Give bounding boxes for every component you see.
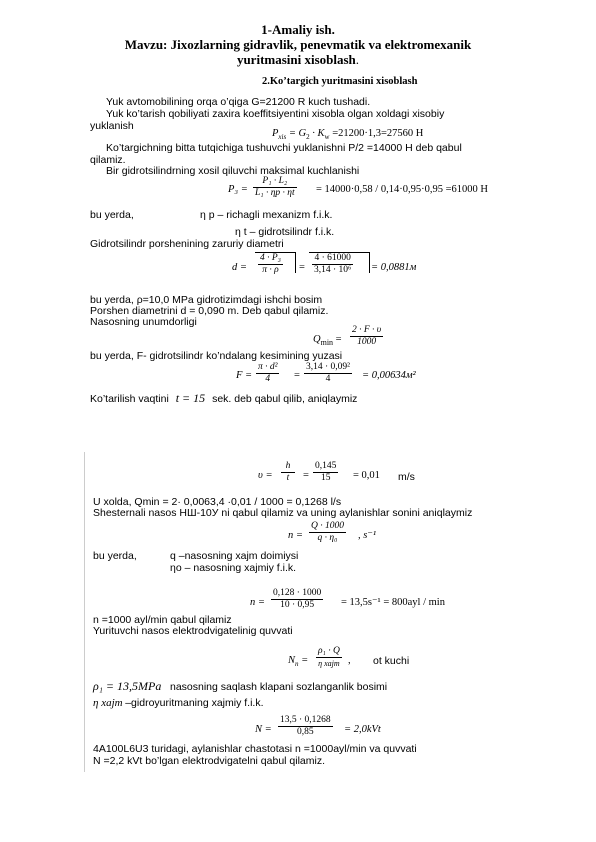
text-line: bu yerda, ρ=10,0 MPa gidrotizimdagi ishchi bosim xyxy=(90,294,323,306)
text-line: Yuk ko’tarish qobiliyati zaxira koeffitsiyentini xisobla olgan xoldagi xisobiy xyxy=(106,108,445,120)
text-line: Yuk avtomobilining orqa o’qiga G=21200 R kuch tushadi. xyxy=(106,96,371,108)
text-line: bu yerda, xyxy=(90,209,134,221)
formula-p-xis: $P_{xis} = G_2 \cdot K_w =21200\cdot 1,3=27560$ H xyxy=(272,128,424,142)
text-line: qilamiz. xyxy=(90,154,126,166)
text-line: Ko’targichning bitta tutqichiga tushuvchi yuklanishni P/2 =14000 H deb qabul xyxy=(106,142,462,154)
text-line: Shesternali nasos НШ-10У ni qabul qilamiz va uning aylanishlar sonini aniqlaymiz xyxy=(93,507,473,519)
text-line: Nasosning unumdorligi xyxy=(90,316,197,328)
text-line: Bir gidrotsilindrning xosil qiluvchi maksimal kuchlanishi xyxy=(106,165,360,177)
text-line: ρ₁ = 13,5MPa nasosning saqlash klapani sozlanganlik bosimi xyxy=(93,679,388,693)
text-line: yuklanish xyxy=(90,120,134,132)
scan-edge-line xyxy=(84,452,85,772)
text-line: Yurituvchi nasos elektrodvigatelinig quvvati xyxy=(93,625,293,637)
text-line: N =2,2 kVt bo’lgan elektrodvigatelni qabul qilamiz. xyxy=(93,755,326,767)
text-line: ηo – nasosning xajmiy f.i.k. xyxy=(170,562,297,574)
text-line: bu yerda, F- gidrotsilindr ko’ndalang kesimining yuzasi xyxy=(90,350,343,362)
page-title-line3: yuritmasini xisoblash. xyxy=(236,52,360,67)
text-line: 4A100L6U3 turidagi, aylanishlar chastotasi n =1000ayl/min va quvvati xyxy=(93,743,417,755)
text-line: bu yerda, xyxy=(93,550,137,562)
text-line: Porshen diametrini d = 0,090 m. Deb qabul qilamiz. xyxy=(90,305,329,317)
text-line: Ko’tarilish vaqtini t = 15 sek. deb qabul qilib, aniqlaymiz xyxy=(90,391,358,405)
text-line: q –nasosning xajm doimiysi xyxy=(170,550,299,562)
page-title-line2: Mavzu: Jixozlarning gidravlik, penevmatik va elektromexanik xyxy=(124,37,472,52)
page-title-line1: 1-Amaliy ish. xyxy=(261,22,335,37)
text-line: η xajm –gidroyuritmaning xajmiy f.i.k. xyxy=(93,697,264,709)
section-title: 2.Ko’targich yuritmasini xisoblash xyxy=(262,76,418,87)
text-line: n =1000 ayl/min qabul qilamiz xyxy=(93,614,232,626)
text-line: η p – richagli mexanizm f.i.k. xyxy=(200,209,333,221)
text-line: U xolda, Qmin = 2· 0,0063,4 ·0,01 / 1000 = 0,1268 l/s xyxy=(93,496,342,508)
text-line: η t – gidrotsilindr f.i.k. xyxy=(235,226,335,238)
text-line: Gidrotsilindr porshenining zaruriy diametri xyxy=(90,238,284,250)
